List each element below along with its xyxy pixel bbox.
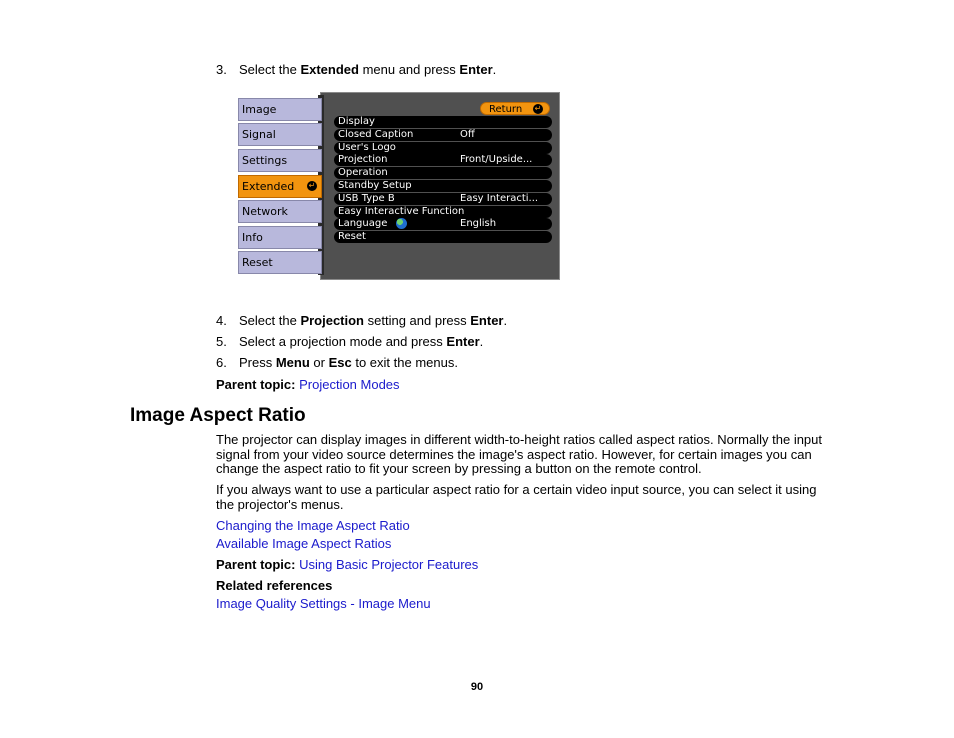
menu-row-projection: Projection Front/Upside...: [334, 154, 552, 166]
related-link-row: [216, 596, 431, 612]
step-3: 3. Select the Extended menu and press Enter.: [216, 62, 497, 77]
menu-row-standby-setup: Standby Setup: [334, 180, 552, 192]
menu-row-operation: Operation: [334, 167, 552, 179]
extended-menu-screenshot: [238, 90, 562, 282]
menu-tab-info: Info: [238, 226, 322, 249]
projection-modes-link[interactable]: Projection Modes: [299, 377, 400, 392]
menu-row-users-logo: User's Logo: [334, 142, 552, 154]
menu-tab-extended: Extended ↵: [238, 175, 322, 198]
link-row-2: [216, 536, 391, 552]
intro-paragraph: The projector can display images in different width-to-height ratios called aspect ratios. Normally the input signal from your video source determines the image's aspect ratio. However, for certain images you can change the aspect ratio to fit your screen by pressing a button on the remote control.: [216, 432, 823, 476]
enter-icon: ↵: [534, 104, 542, 113]
menu-row-reset: Reset: [334, 231, 552, 243]
menu-tab-settings: Settings: [238, 149, 322, 172]
menu-tab-network: Network: [238, 200, 322, 223]
link-row-1: [216, 518, 410, 534]
menu-row-language: Language English: [334, 218, 552, 230]
step-5: 5. Select a projection mode and press Enter.: [216, 334, 484, 349]
section-title: Image Aspect Ratio: [130, 405, 306, 426]
menu-row-closed-caption: Closed Caption Off: [334, 129, 552, 141]
basic-features-link[interactable]: Using Basic Projector Features: [299, 557, 479, 572]
menu-row-display: Display: [334, 116, 552, 128]
step-6: 6. Press Menu or Esc to exit the menus.: [216, 355, 458, 370]
page-number: 90: [470, 681, 484, 693]
changing-aspect-ratio-link[interactable]: Changing the Image Aspect Ratio: [216, 518, 410, 533]
related-heading: Related references: [216, 578, 333, 593]
return-button: Return ↵: [480, 102, 550, 115]
menu-tab-signal: Signal: [238, 123, 322, 146]
parent-topic-2: Parent topic: Using Basic Projector Features: [216, 557, 479, 572]
menu-tab-reset: Reset: [238, 251, 322, 274]
step-4: 4. Select the Projection setting and press Enter.: [216, 313, 508, 328]
available-aspect-ratios-link[interactable]: Available Image Aspect Ratios: [216, 536, 392, 551]
globe-icon: [396, 218, 407, 229]
parent-topic-1: Parent topic: Projection Modes: [216, 377, 400, 392]
image-quality-settings-link[interactable]: Image Quality Settings - Image Menu: [216, 596, 431, 611]
menu-row-usb-type-b: USB Type B Easy Interacti...: [334, 193, 552, 205]
menu-paragraph: If you always want to use a particular aspect ratio for a certain video input source, you can select it using the projector's menus.: [216, 482, 817, 512]
menu-tab-image: Image: [238, 98, 322, 121]
menu-row-easy-interactive: Easy Interactive Function: [334, 206, 552, 218]
enter-icon: ↵: [308, 181, 316, 190]
